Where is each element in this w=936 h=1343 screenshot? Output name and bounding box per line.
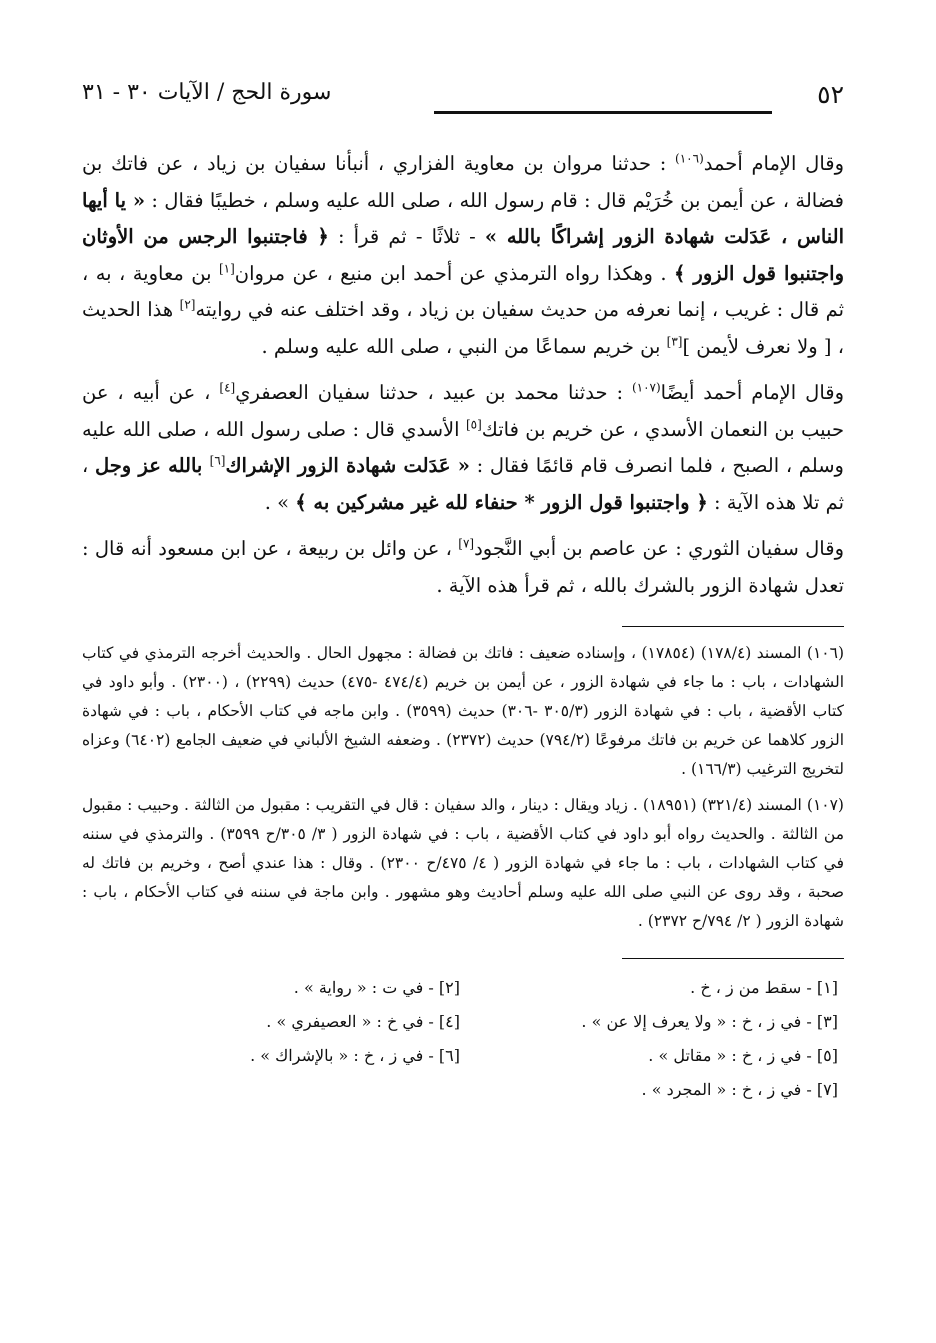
page-header [82, 78, 844, 124]
chapter-title: سورة الحج / الآيات ٣٠ - ٣١ [82, 80, 332, 105]
hadith-text-a: « عَدَلت شهادة الزور الإشراك [225, 454, 470, 477]
paragraph-1 [82, 146, 844, 365]
p2-text-3: الأسدي قال : صلى رسول الله ، صلى الله عليه وسلم ، الصبح ، فلما انصرف قام قائمًا فقال : [82, 417, 844, 477]
variant-ref-3: [٣] [666, 334, 683, 348]
p3-text-2: ، عن وائل بن ربيعة ، عن ابن مسعود أنه قال : تعدل شهادة الزور بالشرك بالله ، ثم قرأ هذه الآية . [82, 537, 844, 597]
footnote-107: (١٠٧) المسند (٣٢١/٤) (١٨٩٥١) . زياد ويقال : دينار ، والد سفيان : قال في التقريب : مقبول من الثالثة . وحبيب : مقبول من الثالثة . والحديث رواه أبو داود في كتاب الأقضية ، باب : في شهادة الزور ( ٣/ ٣٠٥/ح ٣٥٩٩) . والترمذي في سننه في كتاب الشهادات ، باب : ما جاء في شهادة الزور ( ٤/ ٤٧٥/ح ٢٣٠٠) . وقال : هذا عندي أصح ، وخريم بن فاتك له صحبة ، وقد روى عن النبي صلى الله عليه وسلم أحاديث وهو مشهور . وابن ماجة في سننه في كتاب الأحكام ، باب : شهادة الزور ( ٢/ ٧٩٤/ح ٢٣٧٢) . [82, 796, 845, 930]
variant-note: [٧] - في ز ، خ : « المجرد » . [641, 1080, 838, 1099]
p1-intro: وقال الإمام أحمد [703, 152, 844, 175]
quran-verse: ﴿ فاجتنبوا الرجس من الأوثان واجتنبوا قول الزور ﴾ [82, 225, 845, 285]
header-rule [434, 111, 772, 114]
p1-text-5: هذا الحديث ، [ ولا نعرف لأيمن ] [82, 298, 844, 358]
variant-note: [٣] - في ز ، خ : « ولا يعرف إلا عن » . [581, 1012, 838, 1031]
p3-text-1: وقال سفيان الثوري : عن عاصم بن أبي النَّجود [474, 537, 844, 560]
variant-note: [٥] - في ز ، خ : « مقاتل » . [648, 1046, 838, 1065]
variant-note: [١] - سقط من ز ، خ . [690, 978, 838, 997]
main-text [82, 146, 844, 604]
variant-ref-7: [٧] [458, 536, 475, 551]
paragraph-2 [82, 375, 844, 521]
footnote-separator [622, 626, 844, 627]
variants-separator [622, 958, 844, 959]
footnote-106: (١٠٦) المسند (١٧٨/٤) (١٧٨٥٤) ، وإسناده ضعيف : فاتك بن فضالة : مجهول الحال . والحديث أخرجه الترمذي في كتاب الشهادات ، باب : ما جاء في شهادة الزور ، عن أيمن بن خريم (٤٧٤/٤ -٤٧٥) حديث (٢٢٩٩) ، (٢٣٠٠) . وأبو داود في كتاب الأقضية ، باب : في شهادة الزور (٣٠٥/٣ -٣٠٦) حديث (٣٥٩٩) . وابن ماجه في كتاب الأحكام ، باب : في شهادة الزور كلاهما عن خريم بن فاتك مرفوعًا (٧٩٤/٢) حديث (٢٣٧٢) . وضعفه الشيخ الألباني في ضعيف الجامع (٦٤٠٢) وعزاه لتخريج الترغيب (١٦٦/٣) . [82, 644, 845, 778]
variant-ref-4: [٤] [219, 380, 236, 395]
p1-text-4: بن معاوية ، به ، ثم قال : غريب ، إنما نعرفه من حديث سفيان بن زياد ، وقد اختلف عنه في روايته [82, 261, 845, 321]
variant-note: [٤] - في خ : « العصيفري » . [266, 1012, 460, 1031]
p1-text-2: - ثلاثًا - ثم قرأ : [328, 225, 485, 248]
p1-text-1: : حدثنا مروان بن معاوية الفزاري ، أنبأنا سفيان بن زياد ، عن فاتك بن فضالة ، عن أيمن بن خُرَيْم قال : قام رسول الله ، صلى الله عليه وسلم ، خطيبًا فقال : [82, 152, 844, 212]
p1-text-6: بن خريم سماعًا من النبي ، صلى الله عليه وسلم . [261, 334, 667, 358]
paragraph-3 [82, 531, 844, 604]
p2-text-5: » . [264, 490, 296, 514]
footnote-ref-106: (١٠٦) [675, 151, 704, 166]
variant-note: [٢] - في ت : « رواية » . [293, 978, 460, 997]
variant-ref-6: [٦] [209, 453, 226, 468]
p2-text-2: ، عن أبيه ، عن حبيب بن النعمان الأسدي ، عن خريم بن فاتك [82, 381, 844, 441]
p2-text-4: ، ثم تلا هذه الآية : [82, 454, 844, 514]
book-page [82, 78, 844, 1107]
footnote-ref-107: (١٠٧) [631, 380, 661, 395]
footnotes [82, 639, 844, 936]
variant-ref-2: [٢] [179, 297, 196, 312]
hadith-text-b: بالله عز وجل [94, 454, 210, 477]
variant-ref-1: [١] [218, 261, 235, 275]
p2-text-1: : حدثنا محمد بن عبيد ، حدثنا سفيان العصفري [235, 381, 632, 404]
page-number: ٥٢ [817, 80, 844, 109]
hadith-text: « يا أيها الناس ، عَدَلت شهادة الزور إشراكًا بالله » [82, 188, 845, 248]
quran-verse: ﴿ واجتنبوا قول الزور * حنفاء لله غير مشركين به ﴾ [295, 490, 708, 514]
variant-ref-5: [٥] [465, 417, 482, 431]
p1-text-3: . وهكذا رواه الترمذي عن أحمد ابن منيع ، عن مروان [234, 261, 674, 285]
p2-intro: وقال الإمام أحمد أيضًا [660, 381, 844, 404]
variant-notes [82, 971, 844, 1107]
variant-note: [٦] - في ز ، خ : « بالإشراك » . [250, 1046, 460, 1065]
